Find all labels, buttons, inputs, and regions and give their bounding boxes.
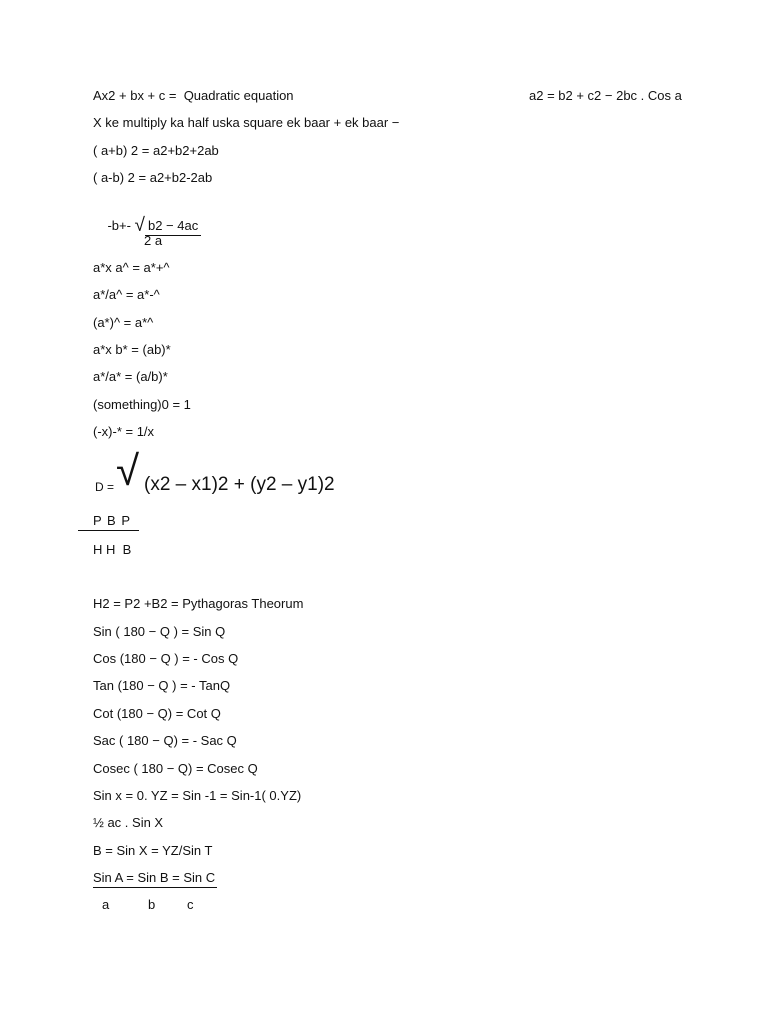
sine-rule-line-1: B = Sin X = YZ/Sin T [93,843,213,858]
sine-rule-denominator-b: b [148,897,156,912]
cosine-rule-line: a2 = b2 + c2 − 2bc . Cos a [529,88,682,103]
exponent-rule-1: a*x a^ = a*+^ [93,260,170,275]
trig-identity-cosec: Cosec ( 180 − Q) = Cosec Q [93,761,258,776]
sine-rule-line-2: Sin A = Sin B = Sin C [93,870,216,885]
trig-identity-cot: Cot (180 − Q) = Cot Q [93,706,221,721]
distance-label: D = [95,480,115,494]
sine-rule-fraction-line [93,887,217,888]
pythagoras-line: H2 = P2 +B2 = Pythagoras Theorum [93,596,304,611]
triangle-area-line: ½ ac . Sin X [93,815,164,830]
exponent-rule-3: (a*)^ = a*^ [93,315,154,330]
fraction-line [78,530,139,531]
trig-identity-cos: Cos (180 − Q ) = - Cos Q [93,651,239,666]
distance-expression: (x2 – x1)2 + (y2 – y1)2 [144,474,335,495]
sine-rule-denominator-c: c [187,897,194,912]
root-prefix: -b+- [107,218,135,233]
trig-identity-tan: Tan (180 − Q ) = - TanQ [93,678,231,693]
root-radicand: b2 − 4ac [145,218,201,236]
square-root-icon: √ [134,215,145,236]
exponent-rule-4: a*x b* = (ab)* [93,342,171,357]
exponent-rule-5: a*/a* = (a/b)* [93,369,168,384]
pbp-numerator: P B P [93,513,132,528]
multiply-half-line: X ke multiply ka half uska square ek baar + ek baar − [93,115,400,130]
trig-identity-sin: Sin ( 180 − Q ) = Sin Q [93,624,226,639]
inverse-sin-line: Sin x = 0. YZ = Sin -1 = Sin-1( 0.YZ) [93,788,302,803]
distance-square-root-icon: √ [116,447,140,494]
sine-rule-denominator-a: a [102,897,110,912]
quadratic-line: Ax2 + bx + c = Quadratic equation [93,88,294,103]
exponent-rule-2: a*/a^ = a*-^ [93,287,160,302]
root-denominator: 2 a [144,233,163,248]
trig-identity-sec: Sac ( 180 − Q) = - Sac Q [93,733,237,748]
a-plus-b-line: ( a+b) 2 = a2+b2+2ab [93,143,219,158]
exponent-rule-7: (-x)-* = 1/x [93,424,155,439]
exponent-rule-6: (something)0 = 1 [93,397,191,412]
a-minus-b-line: ( a-b) 2 = a2+b2-2ab [93,170,213,185]
hhb-denominator: H H B [93,542,132,557]
